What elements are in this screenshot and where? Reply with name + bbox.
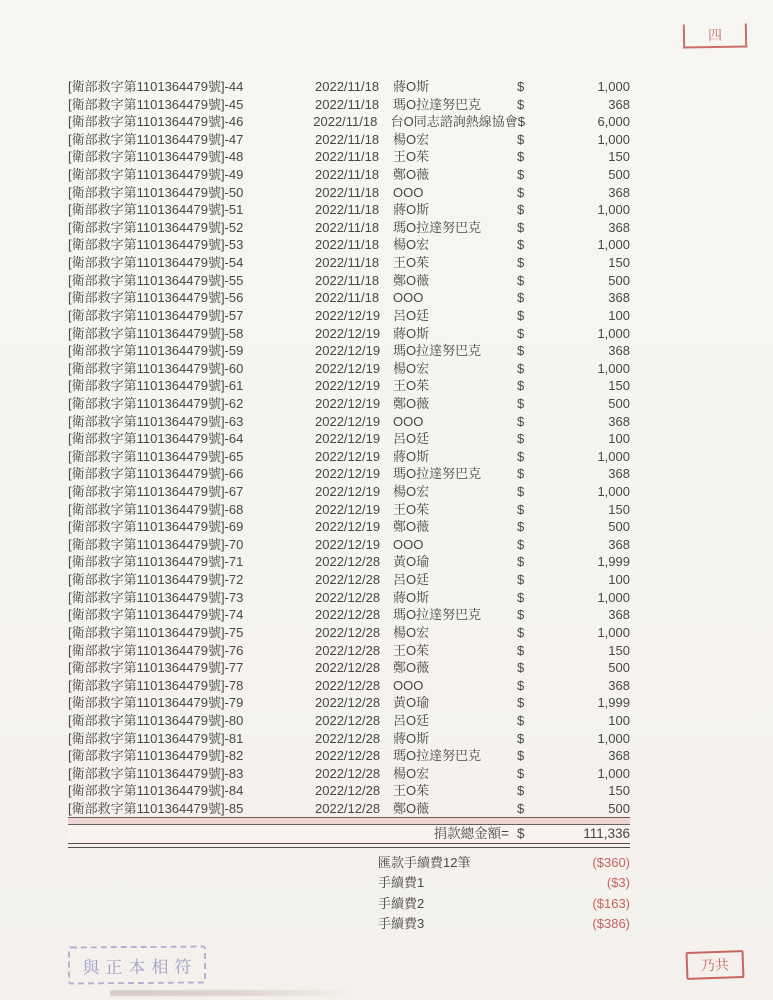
donation-amount: 150 — [608, 149, 630, 165]
permit-number: [衛部救字第1101364479號]-67 — [68, 484, 244, 500]
donor-name: 楊O宏 — [393, 131, 430, 147]
donor-name: 瑪O拉達努巴克 — [393, 96, 482, 112]
table-row — [68, 782, 630, 800]
permit-number: [衛部救字第1101364479號]-73 — [68, 589, 244, 605]
total-highlight-band — [68, 817, 630, 825]
fee-amount: ($163) — [592, 895, 630, 911]
donation-date: 2022/12/19 — [315, 536, 381, 552]
donor-name: 台O同志諮詢熱線協會 — [390, 114, 518, 130]
currency-symbol: $ — [517, 255, 525, 271]
table-row — [68, 289, 630, 307]
permit-number: [衛部救字第1101364479號]-71 — [68, 554, 244, 570]
donation-amount: 100 — [608, 307, 630, 323]
currency-symbol: $ — [517, 466, 525, 482]
permit-number: [衛部救字第1101364479號]-56 — [68, 290, 244, 306]
permit-number: [衛部救字第1101364479號]-62 — [68, 395, 244, 411]
donor-name: 黃O瑜 — [393, 695, 430, 711]
donor-name: 瑪O拉達努巴克 — [393, 748, 482, 764]
permit-number: [衛部救字第1101364479號]-44 — [68, 79, 244, 94]
donor-name: OOO — [393, 536, 424, 552]
table-row — [68, 659, 630, 677]
donor-name: 瑪O拉達努巴克 — [393, 343, 482, 359]
donation-amount: 1,000 — [597, 765, 630, 781]
currency-symbol: $ — [517, 431, 525, 447]
currency-symbol: $ — [517, 290, 525, 306]
donation-amount: 1,000 — [597, 730, 630, 746]
donor-name: OOO — [393, 184, 424, 200]
table-row — [68, 166, 630, 184]
table-row — [68, 395, 630, 413]
donor-name: 瑪O拉達努巴克 — [393, 607, 482, 623]
donation-amount: 500 — [608, 272, 630, 288]
donation-date: 2022/11/18 — [315, 149, 380, 165]
fee-row — [68, 914, 630, 934]
permit-number: [衛部救字第1101364479號]-63 — [68, 413, 244, 429]
table-row — [68, 254, 630, 272]
permit-number: [衛部救字第1101364479號]-82 — [68, 748, 244, 764]
table-row — [68, 589, 630, 607]
permit-number: [衛部救字第1101364479號]-58 — [68, 325, 244, 341]
total-label: 捐款總金額= — [433, 826, 509, 841]
donor-name: 瑪O拉達努巴克 — [393, 219, 482, 235]
donation-amount: 1,000 — [597, 484, 630, 500]
donation-date: 2022/12/19 — [315, 466, 381, 482]
donation-amount: 1,000 — [597, 325, 630, 341]
donor-name: 楊O宏 — [393, 237, 430, 253]
donor-name: 楊O宏 — [393, 360, 430, 376]
fee-list — [68, 853, 630, 935]
donation-date: 2022/11/18 — [315, 184, 380, 200]
donation-amount: 150 — [608, 501, 630, 517]
permit-number: [衛部救字第1101364479號]-75 — [68, 624, 244, 640]
permit-number: [衛部救字第1101364479號]-64 — [68, 431, 244, 447]
donation-amount: 1,000 — [597, 202, 630, 218]
donation-amount: 500 — [608, 395, 630, 411]
donor-name: 蔣O斯 — [393, 589, 430, 605]
donation-amount: 368 — [608, 184, 630, 200]
donor-name: 瑪O拉達努巴克 — [393, 466, 482, 482]
currency-symbol: $ — [517, 167, 525, 183]
donation-date: 2022/12/19 — [315, 484, 381, 500]
currency-symbol: $ — [517, 554, 525, 570]
donation-amount: 500 — [608, 660, 630, 676]
table-row — [68, 413, 630, 431]
donation-date: 2022/12/28 — [315, 554, 381, 570]
permit-number: [衛部救字第1101364479號]-49 — [68, 167, 244, 183]
table-row — [68, 360, 630, 378]
donation-date: 2022/11/18 — [313, 114, 378, 130]
permit-number: [衛部救字第1101364479號]-81 — [68, 730, 244, 746]
total-double-rule — [68, 843, 630, 848]
table-row — [68, 642, 630, 660]
table-row — [68, 96, 630, 114]
fee-spacer — [68, 873, 378, 893]
total-row — [68, 825, 630, 843]
donation-amount: 150 — [608, 642, 630, 658]
table-row — [68, 131, 630, 149]
donation-date: 2022/12/19 — [315, 448, 381, 464]
permit-number: [衛部救字第1101364479號]-83 — [68, 765, 244, 781]
currency-symbol: $ — [517, 660, 525, 676]
donation-amount: 500 — [608, 519, 630, 535]
currency-symbol: $ — [517, 395, 525, 411]
currency-symbol: $ — [517, 219, 525, 235]
donor-name: 王O茱 — [393, 642, 430, 658]
donor-name: 蔣O斯 — [393, 202, 430, 218]
donor-name: 楊O宏 — [393, 765, 430, 781]
table-row — [68, 307, 630, 325]
permit-number: [衛部救字第1101364479號]-52 — [68, 219, 244, 235]
table-row — [68, 184, 630, 202]
table-row — [68, 430, 630, 448]
donation-amount: 150 — [608, 255, 630, 271]
permit-number: [衛部救字第1101364479號]-84 — [68, 783, 244, 799]
donor-name: 呂O廷 — [393, 431, 430, 447]
donation-date: 2022/11/18 — [315, 290, 380, 306]
total-currency-symbol: $ — [517, 826, 525, 841]
donation-amount: 1,000 — [597, 131, 630, 147]
donation-amount: 150 — [608, 783, 630, 799]
permit-number: [衛部救字第1101364479號]-68 — [68, 501, 244, 517]
fee-spacer — [68, 853, 378, 873]
permit-number: [衛部救字第1101364479號]-51 — [68, 202, 244, 218]
donor-name: 王O茱 — [393, 255, 430, 271]
red-ink-page-mark — [683, 23, 747, 48]
table-row — [68, 694, 630, 712]
table-row — [68, 325, 630, 343]
table-row — [68, 483, 630, 501]
permit-number: [衛部救字第1101364479號]-53 — [68, 237, 244, 253]
table-row — [68, 377, 630, 395]
donation-date: 2022/12/28 — [315, 730, 381, 746]
table-row — [68, 606, 630, 624]
donor-name: 鄭O薇 — [393, 660, 430, 676]
permit-number: [衛部救字第1101364479號]-77 — [68, 660, 244, 676]
donation-date: 2022/12/28 — [315, 677, 381, 693]
table-row — [68, 765, 630, 783]
donor-name: 蔣O斯 — [393, 325, 430, 341]
table-row — [68, 800, 630, 818]
permit-number: [衛部救字第1101364479號]-79 — [68, 695, 244, 711]
table-row — [68, 236, 630, 254]
donation-amount: 1,000 — [597, 79, 630, 94]
donation-date: 2022/11/18 — [315, 219, 380, 235]
currency-symbol: $ — [517, 765, 525, 781]
donation-date: 2022/12/19 — [315, 325, 381, 341]
donation-date: 2022/12/19 — [315, 431, 381, 447]
permit-number: [衛部救字第1101364479號]-72 — [68, 572, 244, 588]
donation-date: 2022/12/28 — [315, 748, 381, 764]
certified-copy-stamp — [68, 946, 206, 985]
donation-amount: 368 — [608, 748, 630, 764]
table-row — [68, 465, 630, 483]
fee-amount: ($360) — [592, 855, 630, 870]
permit-number: [衛部救字第1101364479號]-54 — [68, 255, 244, 271]
donation-date: 2022/12/28 — [315, 712, 381, 728]
donor-name: 王O茱 — [393, 149, 430, 165]
donation-date: 2022/12/28 — [315, 624, 381, 640]
currency-symbol: $ — [517, 202, 525, 218]
fee-label: 手續費2 — [378, 895, 425, 911]
donation-amount: 100 — [608, 431, 630, 447]
table-row — [68, 536, 630, 554]
currency-symbol: $ — [517, 800, 525, 816]
table-row — [68, 624, 630, 642]
donor-name: 王O茱 — [393, 378, 430, 394]
donation-amount: 368 — [608, 466, 630, 482]
currency-symbol: $ — [517, 712, 525, 728]
table-row — [68, 571, 630, 589]
donation-amount: 6,000 — [597, 114, 630, 130]
fee-spacer — [68, 914, 378, 934]
donation-date: 2022/12/28 — [315, 607, 381, 623]
donor-name: 呂O廷 — [393, 712, 430, 728]
permit-number: [衛部救字第1101364479號]-76 — [68, 642, 244, 658]
donation-date: 2022/12/28 — [315, 660, 381, 676]
table-row — [68, 78, 630, 96]
donation-date: 2022/12/19 — [315, 501, 381, 517]
total-amount: 111,336 — [583, 826, 630, 841]
donation-amount: 1,000 — [597, 589, 630, 605]
table-row — [68, 272, 630, 290]
red-ink-signature-mark-text: 乃共 — [700, 956, 730, 974]
currency-symbol: $ — [517, 783, 525, 799]
donation-amount: 368 — [608, 536, 630, 552]
currency-symbol: $ — [517, 519, 525, 535]
permit-number: [衛部救字第1101364479號]-70 — [68, 536, 244, 552]
permit-number: [衛部救字第1101364479號]-66 — [68, 466, 244, 482]
scan-edge-artifact — [110, 990, 355, 996]
table-row — [68, 342, 630, 360]
donor-name: OOO — [393, 413, 424, 429]
currency-symbol: $ — [517, 484, 525, 500]
donation-date: 2022/11/18 — [315, 131, 380, 147]
permit-number: [衛部救字第1101364479號]-74 — [68, 607, 244, 623]
donation-amount: 1,999 — [597, 695, 630, 711]
donation-date: 2022/12/28 — [315, 800, 381, 816]
currency-symbol: $ — [517, 589, 525, 605]
permit-number: [衛部救字第1101364479號]-61 — [68, 378, 244, 394]
donation-amount: 1,000 — [597, 624, 630, 640]
currency-symbol: $ — [517, 748, 525, 764]
donation-date: 2022/12/28 — [315, 765, 381, 781]
donor-name: OOO — [393, 677, 424, 693]
currency-symbol: $ — [517, 677, 525, 693]
fee-row — [68, 894, 630, 914]
donation-amount: 368 — [608, 677, 630, 693]
donation-date: 2022/12/19 — [315, 378, 381, 394]
donor-name: 鄭O薇 — [393, 167, 430, 183]
currency-symbol: $ — [517, 642, 525, 658]
permit-number: [衛部救字第1101364479號]-55 — [68, 272, 244, 288]
donor-name: 楊O宏 — [393, 484, 430, 500]
donor-name: 王O茱 — [393, 783, 430, 799]
donation-date: 2022/11/18 — [315, 96, 380, 112]
donation-amount: 368 — [608, 96, 630, 112]
donation-date: 2022/12/19 — [315, 413, 381, 429]
donation-amount: 150 — [608, 378, 630, 394]
currency-symbol: $ — [517, 448, 525, 464]
table-row — [68, 712, 630, 730]
donation-date: 2022/12/19 — [315, 519, 381, 535]
donation-amount: 500 — [608, 167, 630, 183]
donation-amount: 100 — [608, 712, 630, 728]
donation-date: 2022/11/18 — [315, 202, 380, 218]
table-row — [68, 219, 630, 237]
donation-date: 2022/11/18 — [315, 167, 380, 183]
donation-amount: 1,000 — [597, 448, 630, 464]
table-row — [68, 148, 630, 166]
permit-number: [衛部救字第1101364479號]-80 — [68, 712, 244, 728]
donation-date: 2022/12/28 — [315, 783, 381, 799]
donor-name: OOO — [393, 290, 424, 306]
currency-symbol: $ — [517, 96, 525, 112]
permit-number: [衛部救字第1101364479號]-45 — [68, 96, 244, 112]
permit-number: [衛部救字第1101364479號]-65 — [68, 448, 244, 464]
fee-spacer — [68, 894, 378, 914]
currency-symbol: $ — [517, 343, 525, 359]
fee-amount: ($386) — [592, 916, 630, 932]
donation-date: 2022/12/28 — [315, 695, 381, 711]
fee-row — [68, 873, 630, 893]
donation-amount: 368 — [608, 219, 630, 235]
red-ink-page-mark-text: 四 — [707, 26, 723, 44]
donation-amount: 500 — [608, 800, 630, 816]
permit-number: [衛部救字第1101364479號]-85 — [68, 800, 244, 816]
donor-name: 鄭O薇 — [393, 395, 430, 411]
donation-date: 2022/11/18 — [315, 237, 380, 253]
donor-name: 呂O廷 — [393, 307, 430, 323]
permit-number: [衛部救字第1101364479號]-78 — [68, 677, 244, 693]
table-row — [68, 113, 630, 131]
table-row — [68, 448, 630, 466]
donation-date: 2022/12/19 — [315, 307, 381, 323]
donor-name: 呂O廷 — [393, 572, 430, 588]
donor-name: 鄭O薇 — [393, 272, 430, 288]
currency-symbol: $ — [517, 360, 525, 376]
donation-date: 2022/12/28 — [315, 589, 381, 605]
donation-date: 2022/11/18 — [315, 79, 380, 94]
red-ink-signature-mark — [686, 950, 745, 980]
fee-label: 匯款手續費12筆 — [378, 855, 471, 870]
permit-number: [衛部救字第1101364479號]-48 — [68, 149, 244, 165]
donation-amount: 368 — [608, 290, 630, 306]
permit-number: [衛部救字第1101364479號]-57 — [68, 307, 244, 323]
donor-name: 蔣O斯 — [393, 79, 430, 94]
permit-number: [衛部救字第1101364479號]-46 — [68, 114, 244, 130]
donor-name: 王O茱 — [393, 501, 430, 517]
currency-symbol: $ — [517, 501, 525, 517]
donation-date: 2022/12/19 — [315, 343, 381, 359]
donor-name: 楊O宏 — [393, 624, 430, 640]
table-row — [68, 201, 630, 219]
donation-table — [68, 78, 630, 818]
donation-amount: 1,999 — [597, 554, 630, 570]
currency-symbol: $ — [517, 730, 525, 746]
donation-amount: 100 — [608, 572, 630, 588]
donation-date: 2022/12/19 — [315, 395, 381, 411]
donor-name: 蔣O斯 — [393, 730, 430, 746]
currency-symbol: $ — [517, 79, 525, 94]
currency-symbol: $ — [517, 114, 526, 130]
permit-number: [衛部救字第1101364479號]-50 — [68, 184, 244, 200]
currency-symbol: $ — [517, 536, 525, 552]
currency-symbol: $ — [517, 572, 525, 588]
donor-name: 鄭O薇 — [393, 519, 430, 535]
donation-date: 2022/11/18 — [315, 255, 380, 271]
fee-row — [68, 853, 630, 873]
currency-symbol: $ — [517, 378, 525, 394]
donation-date: 2022/12/28 — [315, 572, 381, 588]
table-row — [68, 518, 630, 536]
table-row — [68, 730, 630, 748]
currency-symbol: $ — [517, 413, 525, 429]
donation-amount: 368 — [608, 343, 630, 359]
fee-amount: ($3) — [606, 875, 630, 891]
fee-label: 手續費3 — [378, 916, 425, 932]
currency-symbol: $ — [517, 307, 525, 323]
donation-amount: 1,000 — [597, 237, 630, 253]
certified-copy-stamp-text: 與正本相符 — [82, 957, 198, 977]
permit-number: [衛部救字第1101364479號]-60 — [68, 360, 244, 376]
donor-name: 鄭O薇 — [393, 800, 430, 816]
donor-name: 黃O瑜 — [393, 554, 430, 570]
table-row — [68, 677, 630, 695]
donation-date: 2022/11/18 — [315, 272, 380, 288]
currency-symbol: $ — [517, 237, 525, 253]
currency-symbol: $ — [517, 149, 525, 165]
currency-symbol: $ — [517, 607, 525, 623]
permit-number: [衛部救字第1101364479號]-69 — [68, 519, 244, 535]
currency-symbol: $ — [517, 695, 525, 711]
fee-label: 手續費1 — [378, 875, 425, 891]
permit-number: [衛部救字第1101364479號]-59 — [68, 343, 244, 359]
donation-date: 2022/12/28 — [315, 642, 381, 658]
table-row — [68, 747, 630, 765]
donation-date: 2022/12/19 — [315, 360, 381, 376]
donation-amount: 368 — [608, 413, 630, 429]
donation-amount: 1,000 — [597, 360, 630, 376]
currency-symbol: $ — [517, 624, 525, 640]
permit-number: [衛部救字第1101364479號]-47 — [68, 131, 244, 147]
currency-symbol: $ — [517, 131, 525, 147]
currency-symbol: $ — [517, 272, 525, 288]
currency-symbol: $ — [517, 184, 525, 200]
donation-amount: 368 — [608, 607, 630, 623]
table-row — [68, 553, 630, 571]
table-row — [68, 501, 630, 519]
currency-symbol: $ — [517, 325, 525, 341]
donor-name: 蔣O斯 — [393, 448, 430, 464]
